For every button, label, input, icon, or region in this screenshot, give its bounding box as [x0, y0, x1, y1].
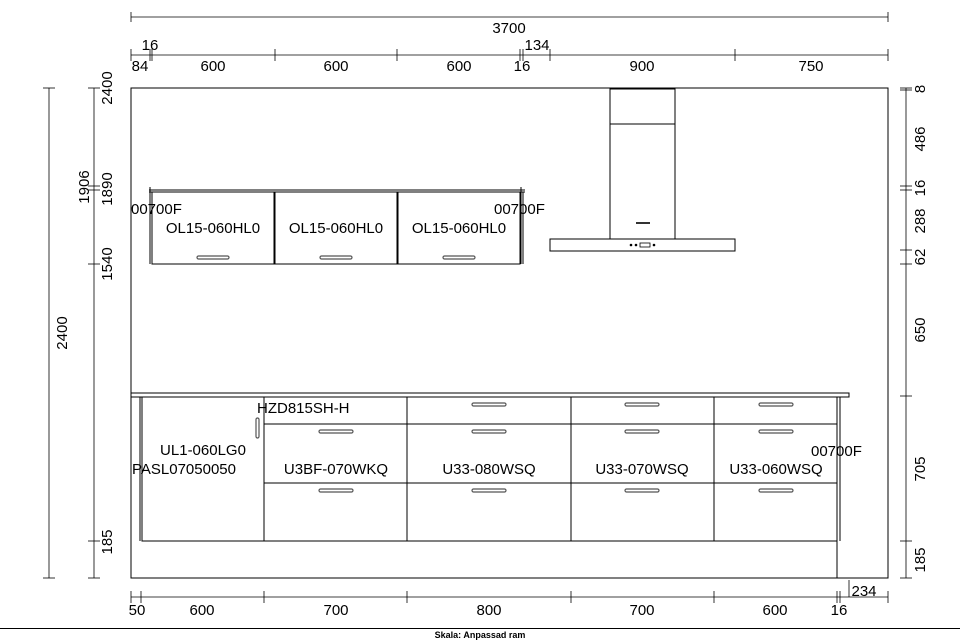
- handle-icon: [759, 430, 793, 433]
- dim-bottom-700-b: 700: [629, 602, 655, 619]
- dim-16-right: 16: [513, 58, 531, 75]
- dim-total-width: 3700: [492, 20, 526, 37]
- hood-canopy: [550, 239, 735, 251]
- dim-bottom-600-b: 600: [762, 602, 788, 619]
- end-panel-label-left: 00700F: [131, 201, 182, 218]
- dim-134: 134: [524, 37, 550, 54]
- wall-cabinet-label-1: OL15-060HL0: [165, 220, 261, 237]
- dim-right-705: 705: [912, 456, 929, 482]
- hood-button-icon: [635, 244, 638, 247]
- dim-600-a: 600: [200, 58, 226, 75]
- dim-bottom-600-a: 600: [189, 602, 215, 619]
- end-panel-label-right: 00700F: [494, 201, 545, 218]
- handle-icon: [443, 256, 475, 259]
- base-cabinets: [131, 393, 862, 578]
- handle-icon: [625, 430, 659, 433]
- base-cabinet-label-4: U33-060WSQ: [729, 461, 823, 478]
- scale-label: Skala: Anpassad ram: [434, 630, 526, 640]
- base-end-panel-label: 00700F: [811, 443, 862, 460]
- hood-chimney-upper: [610, 89, 675, 124]
- countertop: [131, 393, 849, 397]
- handle-icon: [320, 256, 352, 259]
- tall-unit-label: UL1-060LG0: [160, 442, 246, 459]
- dim-right-8: 8: [912, 84, 929, 94]
- dim-left-1540: 1540: [99, 247, 116, 281]
- base-cabinet-label-3: U33-070WSQ: [595, 461, 689, 478]
- handle-icon: [472, 430, 506, 433]
- dim-16-left: 16: [141, 37, 159, 54]
- hood-display-icon: [640, 243, 650, 247]
- dim-right-650: 650: [912, 317, 929, 343]
- range-hood: [550, 89, 735, 251]
- dim-84: 84: [131, 58, 149, 75]
- cabinet-700-top: [571, 397, 714, 424]
- dim-left-top-2400: 2400: [99, 71, 116, 105]
- dim-left-2400: 2400: [54, 316, 71, 350]
- dim-bottom-16: 16: [830, 602, 848, 619]
- tall-unit-panel-label: PASL07050050: [132, 461, 236, 478]
- dim-right-185: 185: [912, 547, 929, 573]
- wall-cabinet-label-2: OL15-060HL0: [288, 220, 384, 237]
- base-cabinet-label-2: U33-080WSQ: [442, 461, 536, 478]
- left-inner-dimension: [76, 71, 116, 578]
- top-segment-dimension: [131, 37, 888, 75]
- dim-left-185: 185: [99, 529, 116, 555]
- dim-left-1906: 1906: [76, 170, 93, 204]
- wall-cabinets: [131, 187, 545, 264]
- handle-icon: [319, 430, 353, 433]
- wall-cabinet-label-3: OL15-060HL0: [411, 220, 507, 237]
- handle-icon: [256, 418, 259, 438]
- dim-bottom-234: 234: [851, 583, 877, 600]
- dim-bottom-800: 800: [476, 602, 502, 619]
- right-dimension: [900, 85, 929, 578]
- handle-icon: [625, 489, 659, 492]
- handle-icon: [625, 403, 659, 406]
- cabinet-800-top: [407, 397, 571, 424]
- dim-bottom-50: 50: [128, 602, 146, 619]
- dim-750: 750: [798, 58, 824, 75]
- dim-600-c: 600: [446, 58, 472, 75]
- handle-icon: [759, 403, 793, 406]
- handle-icon: [319, 489, 353, 492]
- top-total-dimension: [131, 12, 888, 37]
- dim-600-b: 600: [323, 58, 349, 75]
- handle-icon: [197, 256, 229, 259]
- handle-icon: [472, 403, 506, 406]
- dim-right-16: 16: [912, 179, 929, 197]
- bottom-dimension: [129, 580, 888, 619]
- left-outer-dimension: [43, 88, 71, 578]
- dim-right-288: 288: [912, 208, 929, 234]
- base-cabinet-label-1: U3BF-070WKQ: [283, 461, 389, 478]
- oven-label: HZD815SH-H: [257, 400, 350, 417]
- dim-bottom-700-a: 700: [323, 602, 349, 619]
- hood-logo-icon: [636, 222, 650, 224]
- cabinet-600-top: [714, 397, 837, 424]
- wall-outline: [131, 88, 888, 578]
- dim-900: 900: [629, 58, 655, 75]
- handle-icon: [759, 489, 793, 492]
- dim-left-1890: 1890: [99, 172, 116, 206]
- dim-right-62: 62: [912, 248, 929, 266]
- handle-icon: [472, 489, 506, 492]
- hood-button-icon: [653, 244, 656, 247]
- hood-chimney-lower: [610, 124, 675, 239]
- hood-button-icon: [630, 244, 633, 247]
- dim-right-486: 486: [912, 126, 929, 152]
